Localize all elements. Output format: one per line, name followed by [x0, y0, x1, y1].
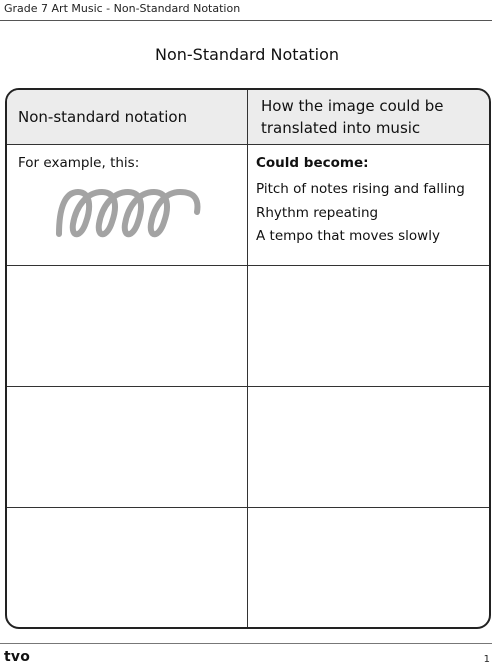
header-cell-notation — [18, 90, 243, 144]
example-cell-lead: For example, this: — [18, 155, 140, 171]
list-item: Rhythm repeating — [256, 204, 379, 221]
footer-rule — [0, 643, 492, 644]
header-label-translation: How the image could be translated into music — [261, 97, 444, 137]
row-divider — [7, 386, 489, 387]
list-item: A tempo that moves slowly — [256, 228, 440, 244]
page-title: Non-Standard Notation — [154, 45, 340, 64]
running-header: Grade 7 Art Music - Non-Standard Notation — [4, 2, 241, 15]
page-number: 1 — [483, 654, 490, 665]
header-cell-translation — [261, 90, 486, 144]
result-cell-lead: Could become: — [256, 155, 369, 171]
row-divider — [7, 265, 489, 266]
notation-table — [5, 88, 491, 629]
squiggle-stroke — [59, 192, 197, 234]
header-rule — [0, 20, 492, 21]
row-divider — [7, 507, 489, 508]
header-label-notation: Non-standard notation — [18, 108, 188, 126]
tvo-logo: tvo — [4, 649, 31, 665]
list-item: Pitch of notes rising and falling — [256, 181, 465, 197]
column-divider — [247, 90, 248, 627]
translation-list — [256, 178, 465, 249]
spiral-squiggle-icon — [47, 188, 217, 248]
